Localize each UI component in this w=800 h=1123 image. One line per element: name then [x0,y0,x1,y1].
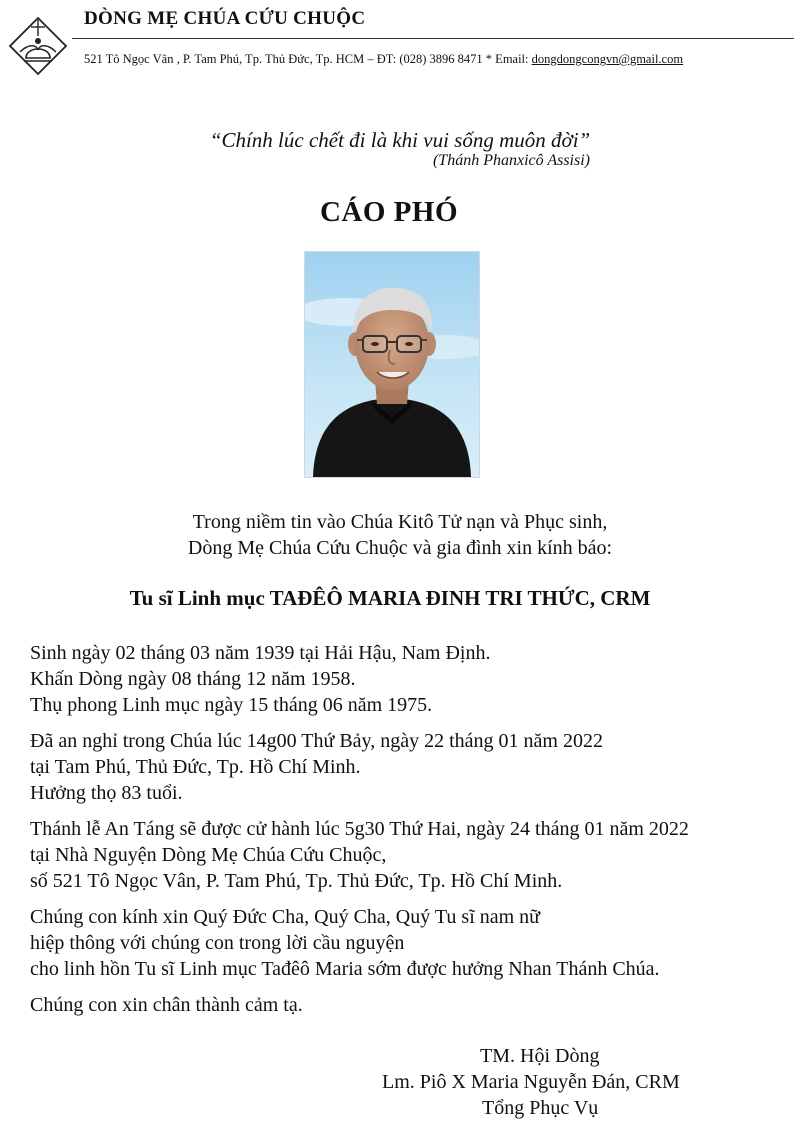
intro-line: Dòng Mẹ Chúa Cứu Chuộc và gia đình xin kính báo: [187,537,613,559]
funeral-time-line: Thánh lễ An Táng sẽ được cử hành lúc 5g30 Thứ Hai, ngày 24 tháng 01 năm 2022 [30,818,689,840]
funeral-mass-paragraph [30,816,790,894]
funeral-address-line: số 521 Tô Ngọc Vân, P. Tam Phú, Tp. Thủ Đức, Tp. Hồ Chí Minh. [30,870,563,892]
contact-line [84,52,683,67]
signature-role: Tổng Phục Vụ [482,1097,599,1119]
thanks-line: Chúng con xin chân thành cảm tạ. [30,994,303,1016]
age-line: Hưởng thọ 83 tuổi. [30,782,183,804]
contact-email-link[interactable]: dongdongcongvn@gmail.com [531,52,684,66]
prayer-request-paragraph [30,904,790,982]
ordination-line: Thụ phong Linh mục ngày 15 tháng 06 năm 1975. [30,694,433,716]
prayer-line: cho linh hồn Tu sĩ Linh mục Tađêô Maria sớm được hưởng Nhan Thánh Chúa. [30,958,660,980]
intro-line: Trong niềm tin vào Chúa Kitô Tử nạn và Phục sinh, [192,511,608,533]
header-divider [72,38,794,39]
epigraph-author: (Thánh Phanxicô Assisi) [432,152,590,169]
birth-line: Sinh ngày 02 tháng 03 năm 1939 tại Hải Hậu, Nam Định. [30,642,491,664]
announcement-intro [0,509,800,561]
vows-line: Khấn Dòng ngày 08 tháng 12 năm 1958. [30,668,356,690]
obituary-title: CÁO PHÓ [319,196,459,228]
organization-name: DÒNG MẸ CHÚA CỨU CHUỘC [84,8,366,29]
prayer-line: Chúng con kính xin Quý Đức Cha, Quý Cha, Quý Tu sĩ nam nữ [30,906,541,928]
death-date-line: Đã an nghỉ trong Chúa lúc 14g00 Thứ Bảy, ngày 22 tháng 01 năm 2022 [30,730,603,752]
epigraph-quote: “Chính lúc chết đi là khi vui sống muôn đời” [209,128,591,152]
obituary-body [30,640,790,1028]
thanks-paragraph [30,992,790,1018]
deceased-portrait-photo [304,251,480,478]
contact-address-phone: 521 Tô Ngọc Vân , P. Tam Phú, Tp. Thủ Đức, Tp. HCM – ĐT: (028) 3896 8471 * Email: [84,52,532,66]
signature-on-behalf: TM. Hội Dòng [480,1045,600,1067]
funeral-venue-line: tại Nhà Nguyện Dòng Mẹ Chúa Cứu Chuộc, [30,844,387,866]
death-paragraph [30,728,790,806]
signature-name: Lm. Piô X Maria Nguyễn Đán, CRM [382,1071,680,1093]
prayer-line: hiệp thông với chúng con trong lời cầu nguyện [30,932,405,954]
deceased-name: Tu sĩ Linh mục TAĐÊÔ MARIA ĐINH TRI THỨC, CRM [129,586,651,610]
birth-vows-ordination-paragraph [30,640,790,718]
death-place-line: tại Tam Phú, Thủ Đức, Tp. Hồ Chí Minh. [30,756,361,778]
congregation-logo [6,14,70,78]
